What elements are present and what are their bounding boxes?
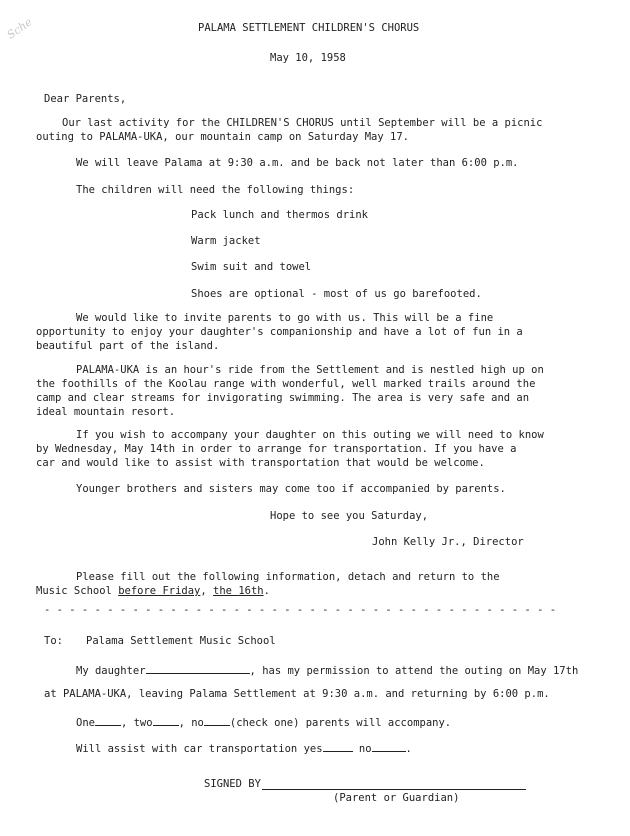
list-item: Swim suit and towel	[191, 261, 312, 273]
paragraph-7: Younger brothers and sisters may come too if accompanied by parents.	[76, 483, 506, 495]
paragraph-6-line-3: car and would like to assist with transportation that would be welcome.	[36, 457, 485, 469]
assist-label: Will assist with car transportation yes	[76, 743, 323, 755]
handwritten-mark: Sche	[4, 15, 35, 42]
director-signature: John Kelly Jr., Director	[372, 536, 524, 548]
period: .	[263, 585, 270, 597]
paragraph-6-line-1: If you wish to accompany your daughter on this outing we will need to know	[76, 429, 544, 441]
paragraph-5-line-4: ideal mountain resort.	[36, 406, 176, 418]
paragraph-4-line-1: We would like to invite parents to go with us. This will be a fine	[76, 312, 494, 324]
period: .	[405, 743, 412, 755]
paragraph-5-line-2: the foothills of the Koolau range with wonderful, well marked trails around the	[36, 378, 536, 390]
closing: Hope to see you Saturday,	[270, 510, 429, 522]
paragraph-6-line-2: by Wednesday, May 14th in order to arrange for transportation. If you have a	[36, 443, 517, 455]
before-friday-text: before Friday	[118, 585, 201, 597]
one-checkbox-blank[interactable]	[95, 714, 121, 726]
my-daughter-label: My daughter	[76, 665, 146, 677]
paragraph-5-line-1: PALAMA-UKA is an hour's ride from the Settlement and is nestled high up on	[76, 364, 544, 376]
signature-field[interactable]	[262, 789, 526, 790]
check-one-text: (check one) parents will accompany.	[229, 717, 452, 729]
list-item: Warm jacket	[191, 235, 261, 247]
comma: ,	[200, 585, 214, 597]
no-label: , no	[178, 717, 204, 729]
the-16th-text: the 16th	[213, 585, 264, 597]
document-title: PALAMA SETTLEMENT CHILDREN'S CHORUS	[198, 22, 420, 34]
parent-guardian-label: (Parent or Guardian)	[333, 792, 460, 804]
yes-blank[interactable]	[323, 740, 353, 752]
no-checkbox-blank[interactable]	[204, 714, 230, 726]
paragraph-3: The children will need the following things:	[76, 184, 355, 196]
paragraph-2: We will leave Palama at 9:30 a.m. and be back not later than 6:00 p.m.	[76, 157, 519, 169]
no-blank[interactable]	[372, 740, 406, 752]
permission-text: , has my permission to attend the outing on May 17th	[249, 665, 579, 677]
signed-by-label: SIGNED BY	[204, 778, 261, 790]
list-item: Shoes are optional - most of us go barefooted.	[191, 288, 482, 300]
permission-line-2: at PALAMA-UKA, leaving Palama Settlement at 9:30 a.m. and returning by 6:00 p.m.	[44, 688, 550, 700]
paragraph-5-line-3: camp and clear streams for invigorating swimming. The area is very safe and an	[36, 392, 530, 404]
to-label: To:	[44, 635, 63, 647]
paragraph-8-line-2	[36, 585, 270, 598]
paragraph-8-line-1: Please fill out the following information, detach and return to the	[76, 571, 500, 583]
one-label: One	[76, 717, 95, 729]
no-label: no	[352, 743, 372, 755]
two-label: , two	[120, 717, 153, 729]
to-recipient: Palama Settlement Music School	[86, 635, 276, 647]
daughter-name-field[interactable]	[146, 662, 250, 674]
salutation: Dear Parents,	[44, 93, 127, 105]
paragraph-4-line-3: beautiful part of the island.	[36, 340, 220, 352]
accompany-line	[76, 714, 451, 730]
document-date: May 10, 1958	[270, 52, 346, 64]
tear-off-line: - - - - - - - - - - - - - - - - - - - - - - - - - - - - - - - - - - - - - - - - -	[44, 604, 557, 616]
list-item: Pack lunch and thermos drink	[191, 209, 369, 221]
assist-line	[76, 740, 412, 756]
paragraph-4-line-2: opportunity to enjoy your daughter's companionship and have a lot of fun in a	[36, 326, 523, 338]
paragraph-8-prefix: Music School	[36, 585, 119, 597]
paragraph-1-line-1: Our last activity for the CHILDREN'S CHORUS until September will be a picnic	[62, 117, 543, 129]
permission-line-1	[76, 662, 578, 678]
paragraph-1-line-2: outing to PALAMA-UKA, our mountain camp on Saturday May 17.	[36, 131, 409, 143]
two-checkbox-blank[interactable]	[153, 714, 179, 726]
